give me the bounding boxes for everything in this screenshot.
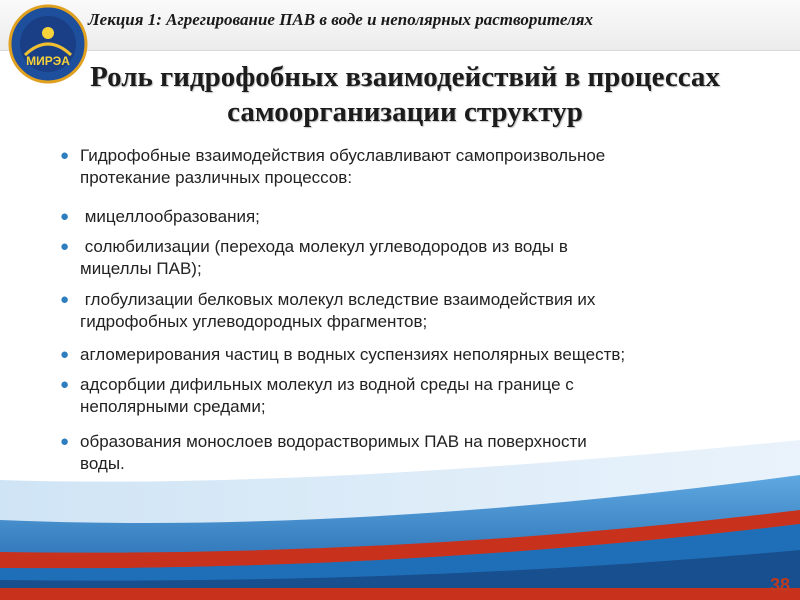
bullet-line: образования монослоев водорастворимых ПАВ на поверхности (80, 432, 587, 451)
bullet-line: протекание различных процессов: (80, 168, 353, 187)
page-number: 38 (770, 575, 791, 595)
bullet-item (56, 206, 756, 228)
bullet-line: адсорбции дифильных молекул из водной среды на границе с (80, 375, 574, 394)
bullet-item (56, 344, 756, 366)
bullet-icon: ● (60, 238, 70, 255)
bullet-line: неполярными средами; (80, 397, 266, 416)
bullet-line: солюбилизации (перехода молекул углеводородов из воды в (80, 237, 568, 256)
bullet-line: Гидрофобные взаимодействия обуславливают самопроизвольное (80, 146, 606, 165)
slide-title-line-1: Роль гидрофобных взаимодействий в процессах (90, 61, 720, 93)
slide-title-line-2: самоорганизации структур (227, 96, 583, 128)
bullet-item (56, 289, 756, 333)
bullet-line: гидрофобных углеводородных фрагментов; (80, 312, 428, 331)
bullet-icon: ● (60, 208, 70, 225)
decorative-waves (0, 440, 800, 600)
bullet-line: мицеллообразования; (80, 207, 260, 226)
lecture-title: Лекция 1: Агрегирование ПАВ в воде и неполярных растворителях (88, 10, 593, 29)
bullet-line: глобулизации белковых молекул вследствие взаимодействия их (80, 290, 596, 309)
bullet-item (56, 236, 756, 280)
bullet-icon: ● (60, 147, 70, 164)
logo-text: МИРЭА (26, 54, 70, 68)
slide-title (60, 60, 750, 130)
bullet-line: воды. (80, 454, 125, 473)
bullet-list (56, 145, 756, 475)
bullet-item (56, 374, 756, 418)
bullet-item (56, 145, 756, 189)
bullet-icon: ● (60, 433, 70, 450)
bullet-line: агломерирования частиц в водных суспензиях неполярных веществ; (80, 345, 626, 364)
bullet-icon: ● (60, 346, 70, 363)
bullet-icon: ● (60, 291, 70, 308)
bullet-line: мицеллы ПАВ); (80, 259, 202, 278)
bullet-icon: ● (60, 376, 70, 393)
